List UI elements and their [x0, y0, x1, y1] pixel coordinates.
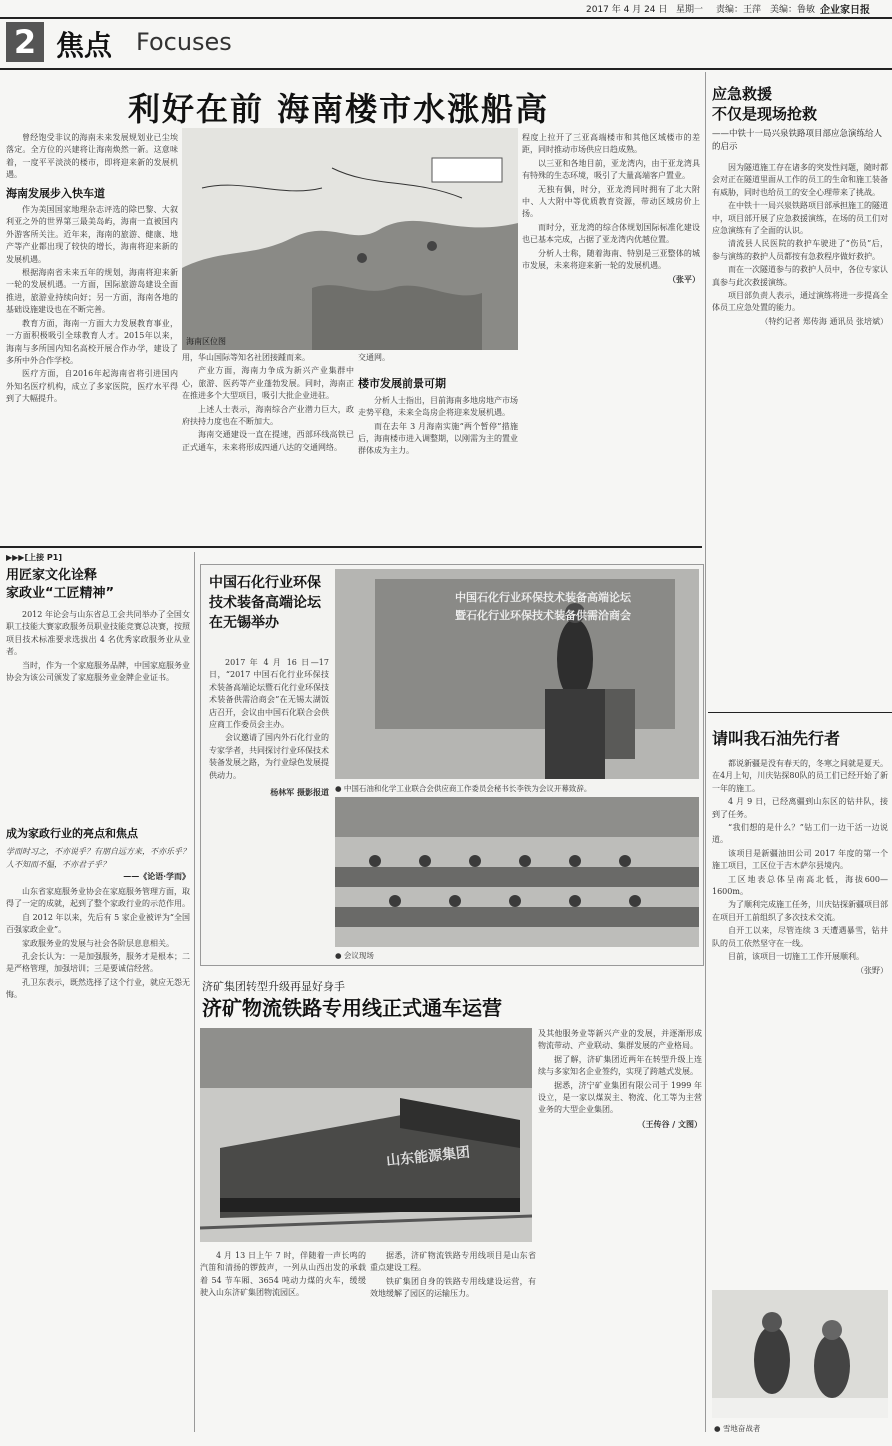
rail-p3: 铁矿集团自身的铁路专用线建设运营，有效地缓解了园区的运输压力。: [370, 1276, 536, 1299]
forum-photo-caption-1: ● 中国石油和化学工业联合会供应商工作委员会秘书长李铁为会议开幕致辞。: [335, 784, 592, 793]
snow-photo-caption: ● 雪地奋战者: [714, 1424, 761, 1433]
forum-meeting-photo: [335, 797, 699, 947]
forum-title: 中国石化行业环保技术装备高端论坛在无锡举办: [209, 575, 321, 631]
main-c4-p4: 而时分，亚龙湾的综合体规划国际标准化建设也已基本完成，占据了亚龙湾内优越位置。: [522, 222, 700, 245]
oil-p1: 都说新疆是没有春天的，冬寒之间就是夏天。在4月上旬，川庆钻探80队的员工们已经开始了新一年的施工。: [712, 759, 888, 793]
forum-speaker-photo: [335, 569, 699, 779]
rail-title: 济矿物流铁路专用线正式通车运营: [202, 996, 502, 1020]
craft-title-2: 家政业“工匠精神”: [6, 586, 115, 601]
main-p5: 医疗方面，自2016年起海南省将引进国内外知名医疗机构，成立了多家医院，医疗水平得到了大幅提升。: [6, 369, 178, 404]
rail-p6: 据悉，济宁矿业集团有限公司于 1999 年设立，是一家以煤炭主、物流、化工等为主营业务的大型企业集团。: [538, 1080, 702, 1115]
rail-kicker: 济矿集团转型升级再显好身手: [202, 980, 345, 993]
snow-workers-photo: [712, 1290, 888, 1418]
oil-article: [712, 728, 888, 1288]
rail-col-c: [538, 1028, 702, 1432]
header-designer: 美编：鲁敏: [770, 5, 816, 15]
main-col-2: [182, 352, 354, 542]
craft-body-2: [6, 886, 190, 1446]
header-editor: 责编：王萍: [716, 5, 762, 15]
main-col-4: [522, 132, 700, 542]
craft-p3: 山东省家庭服务业协会在家庭服务管理方面，取得了一定的成就，起到了整个家政行业的示范作用。: [6, 887, 190, 909]
main-bottom-rule: [0, 546, 702, 548]
snow-photo-caption-text: 雪地奋战者: [722, 1424, 761, 1433]
rail-p4: 及其他服务业等新兴产业的发展，并逐渐形成物流带动、产业联动、集群发展的产业格局。: [538, 1029, 702, 1051]
craft-article: [6, 552, 190, 1432]
main-p2: 作为美国国家地理杂志评选的除巴黎、大叙利亚之外的世界第三最美岛屿，海南一直被国内外游客所关注。近年来，海南的旅游、健康、地产等产业都出现了较快的增长，海南将迎来新的发展机遇。: [6, 205, 178, 264]
rail-train-drawing: [200, 1028, 532, 1242]
oil-signature: （张野）: [856, 965, 888, 975]
map-drawing: [182, 128, 518, 350]
main-c3-p2: 分析人士指出，目前海南多地房地产市场走势平稳，未来全岛房企将迎来发展机遇。: [358, 395, 518, 418]
oil-body: [712, 758, 888, 1278]
forum-body: [209, 657, 329, 927]
craft-kicker: ▶▶▶[上接 P1]: [6, 553, 62, 562]
craft-subhead: 成为家政行业的亮点和焦点: [6, 827, 138, 840]
main-c2-p4: 海南交通建设一直在提速，西部环线高铁已正式通车，未来将形成四通八达的交通网络。: [182, 430, 354, 452]
emergency-title-1: 应急救援: [712, 85, 773, 103]
section-number: 2: [6, 22, 44, 62]
header-date: 2017 年 4 月 24 日: [586, 5, 668, 15]
forum-banner-text-1: 中国石化行业环保技术装备高端论坛: [455, 591, 631, 604]
forum-p2: 会议邀请了国内外石化行业的专家学者，共同探讨行业环保技术装备发展之路，为行业绿色发展提供动力。: [209, 733, 329, 780]
main-c3-p3: 而在去年 3 月海南实施“两个暂停”措施后，海南楼市进入调整期，以刚需为主的置业群体成为主力。: [358, 421, 518, 456]
section-title-en: Focuses: [136, 28, 232, 56]
oil-p4: 该项目是新疆油田公司 2017 年度的第一个施工项目，工区位于吉木萨尔县境内。: [712, 848, 888, 871]
rail-train-photo: [200, 1028, 532, 1242]
emergency-subtitle: ——中铁十一局兴泉铁路项目部应急演练给人的启示: [712, 129, 883, 152]
right-column-divider: [705, 72, 706, 1432]
section-rule: [0, 68, 892, 70]
forum-p1: 2017 年 4 月 16 日—17 日，“2017 中国石化行业环保技术装备高端论坛暨石化行业环保技术装备供需洽商会”在无锡太湖饭店召开，会议由中国石化联合会供应商工作委员会主办。: [209, 658, 329, 730]
section-block: [0, 20, 892, 68]
main-signature: （张平）: [668, 274, 700, 285]
forum-photo-caption-2: ● 会议现场: [335, 951, 374, 960]
main-subhead-1: 海南发展步入快车道: [6, 186, 105, 200]
rail-col-b: [370, 1250, 536, 1432]
main-p4: 教育方面，海南一方面大力发展教育事业，一方面积极吸引全球教育人才。2015年以来，海南与多所国内知名高校开展合作办学，建设了多所中外合作学校。: [6, 318, 178, 365]
craft-title-1: 用匠家文化诠释: [6, 568, 98, 583]
oil-title: 请叫我石油先行者: [712, 729, 841, 748]
main-p1: 曾经饱受非议的海南未来发展规划业已尘埃落定。全方位的兴建将让海南焕然一新。这意味着，一度平平淡淡的楼市，即将迎来新的发展机遇。: [6, 133, 178, 180]
oil-p2: 4 月 9 日，已经离疆到山东区的钻井队，接到了任务。: [712, 797, 888, 819]
forum-banner-text-2: 暨石化行业环保技术装备供需洽商会: [455, 609, 631, 622]
emergency-article: [712, 84, 888, 704]
main-c3-p1: 交通网。: [358, 353, 390, 362]
emergency-p2: 在中铁十一局兴泉铁路项目部承担施工的隧道中，项目部开展了应急救援演练，在场的员工们对应急演练有了全面的认识。: [712, 201, 888, 236]
forum-box: [200, 564, 704, 966]
main-p3: 根据海南省未来五年的规划，海南将迎来新一轮的发展机遇。一方面，国际旅游岛建设全面推进，旅游业持续向好；另一方面，海南各地的基础设施建设也在不断完善。: [6, 268, 178, 315]
forum-meeting-drawing: [335, 797, 699, 947]
main-c2-p1: 用，华山国际等知名社团接踵而来。: [182, 353, 310, 362]
emergency-signature: （特约记者 郑传海 通讯员 张培斌）: [760, 316, 888, 326]
hainan-map-image: [182, 128, 518, 350]
oil-p8: 目前，该项目一切施工工作开展顺利。: [728, 952, 864, 962]
main-c4-p5: 分析人士称，随着海南、特别是三亚整体的城市发展，未来将迎来新一轮的发展机遇。: [522, 248, 700, 271]
main-col-3: [358, 352, 518, 542]
right-mid-rule: [708, 712, 892, 713]
craft-p4: 自 2012 年以来，先后有 5 家企业被评为“全国百强家政企业”。: [6, 912, 190, 935]
main-subhead-2: 楼市发展前景可期: [358, 377, 446, 391]
rail-p5: 据了解，济矿集团近两年在转型升级上连续与多家知名企业签约，实现了跨越式发展。: [538, 1054, 702, 1077]
header-paper-name: 企业家日报: [820, 5, 870, 16]
main-c4-p2: 以三亚和各地目前，亚龙湾内，由于亚龙湾具有特殊的生态环境，吸引了大量高端客户置业。: [522, 158, 700, 181]
emergency-body: [712, 162, 888, 672]
main-c2-p3: 上述人士表示，海南综合产业潜力巨大，政府扶持力度也在不断加大。: [182, 404, 354, 427]
oil-p3: “我们想的是什么？”钻工们一边干活一边说道。: [712, 823, 888, 845]
main-c4-p3: 无独有偶，时分，亚龙湾同时拥有了北大附中、人大附中等优质教育资源，带动区域房价上扬。: [522, 184, 700, 219]
main-c2-p2: 产业方面，海南力争成为新兴产业集群中心，旅游、医药等产业蓬勃发展。同时，海南正在推进多个大型项目，吸引大批企业进驻。: [182, 366, 354, 401]
craft-p6: 孔会长认为：一是加强服务，服务才是根本；二是严格管理，加强培训；三是要诚信经营。: [6, 952, 190, 974]
craft-p2: 当时，作为一个家庭服务品牌，中国家庭服务业协会为该公司颁发了家庭服务业金牌企业证书。: [6, 660, 190, 683]
emergency-p1: 因为隧道施工存在诸多的突发性问题，随时都会对正在隧道里面从工作的员工的生命和施工装备有威胁，同时也给员工的安全心理带来了挑战。: [712, 163, 888, 197]
craft-p1: 2012 年论会与山东省总工会共同举办了全国女职工技能大赛家政服务员职业技能竞赛总决赛，按照项目技术标准要求选拔出 4 名优秀家政服务业从业者。: [6, 610, 190, 657]
header-rule: [0, 17, 892, 19]
craft-quote: 学而时习之，不亦说乎？有朋自远方来，不亦乐乎？人不知而不愠，不亦君子乎？: [6, 847, 190, 869]
emergency-p5: 项目部负责人表示，通过演练将进一步提高全体员工应急处置的能力。: [712, 291, 888, 313]
oil-p5: 工区地表总体呈南高北低，海拔600—1600m。: [712, 874, 888, 897]
rail-p2: 据悉，济矿物流铁路专用线项目是山东省重点建设工程。: [370, 1251, 536, 1273]
rail-signature: （王传谷 / 文图）: [637, 1118, 702, 1129]
main-headline: 利好在前 海南楼市水涨船高: [128, 90, 550, 128]
forum-signature: 杨林军 摄影报道: [270, 787, 329, 798]
emergency-title-2: 不仅是现场抢救: [712, 105, 818, 123]
emergency-p3: 清流县人民医院的救护车驶进了“伤员”后，参与演练的救护人员都按有急救程序做好救护。: [712, 239, 888, 261]
map-caption: 海南区位图: [186, 337, 226, 346]
main-col-1: [6, 132, 178, 542]
craft-divider: [194, 552, 195, 1432]
oil-p6: 为了顺利完成施工任务，川庆钻探新疆项目部在项目开工前组织了多次技术交流。: [712, 900, 888, 922]
rail-p1: 4 月 13 日上午 7 时，伴随着一声长鸣的汽笛和清扬的锣鼓声，一列从山西出发的承载着 54 节车厢、3654 吨动力煤的火车，缓缓驶入山东济矿集团物流园区。: [200, 1251, 366, 1298]
header-bar: [0, 0, 892, 16]
header-weekday: 星期一: [676, 5, 704, 15]
main-c4-p1: 程度上拉开了三亚高端楼市和其他区域楼市的差距，同时推动市场供应日趋成熟。: [522, 133, 700, 155]
craft-quote-source: ——《论语·学而》: [123, 871, 190, 881]
train-plate-text: 山东能源集团: [385, 1144, 471, 1170]
craft-body-1: [6, 609, 190, 819]
oil-p7: 自开工以来，尽管连续 3 天遭遇暴雪，钻井队的员工依然坚守在一线。: [712, 926, 888, 948]
emergency-p4: 而在一次隧道参与的救护人员中，各位专家认真参与此次救援演练。: [712, 265, 888, 287]
rail-col-a: [200, 1250, 366, 1432]
section-title-cn: 焦点: [56, 29, 113, 62]
craft-p5: 家政服务业的发展与社会各阶层息息相关。: [22, 938, 174, 948]
craft-p7: 孔卫东表示，既然选择了这个行业，就应无怨无悔。: [6, 977, 190, 1000]
snow-photo-drawing: [712, 1290, 888, 1418]
